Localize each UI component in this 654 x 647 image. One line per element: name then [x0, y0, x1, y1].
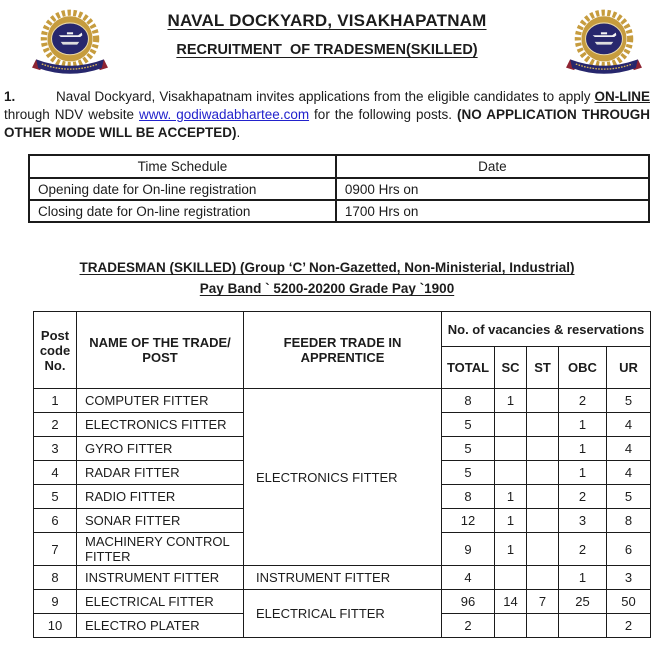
post-code: 5: [34, 485, 77, 509]
total-header: TOTAL: [442, 347, 495, 389]
vacancy-st: [527, 614, 559, 638]
post-code: 7: [34, 533, 77, 566]
trade-name: COMPUTER FITTER: [77, 389, 244, 413]
trade-name: ELECTRICAL FITTER: [77, 590, 244, 614]
vacancy-st: [527, 437, 559, 461]
vacancy-obc: 1: [559, 413, 607, 437]
date-header: Date: [336, 155, 649, 178]
post-code-header: Post code No.: [34, 312, 77, 389]
vacancy-st: 7: [527, 590, 559, 614]
post-code: 10: [34, 614, 77, 638]
vacancy-sc: 14: [495, 590, 527, 614]
vacancy-sc: [495, 461, 527, 485]
vacancy-ur: 4: [607, 437, 651, 461]
vacancy-total: 12: [442, 509, 495, 533]
trade-name: MACHINERY CONTROL FITTER: [77, 533, 244, 566]
vacancy-total: 5: [442, 413, 495, 437]
trade-name: SONAR FITTER: [77, 509, 244, 533]
vacancy-obc: [559, 614, 607, 638]
opening-date-value: 0900 Hrs on: [336, 178, 649, 200]
vacancy-st: [527, 389, 559, 413]
vacancy-total: 96: [442, 590, 495, 614]
vacancy-total: 8: [442, 485, 495, 509]
post-code: 4: [34, 461, 77, 485]
vacancy-total: 2: [442, 614, 495, 638]
feeder-trade-electrical: ELECTRICAL FITTER: [244, 590, 442, 638]
vacancy-obc: 2: [559, 389, 607, 413]
vacancies-group-header: No. of vacancies & reservations: [442, 312, 651, 347]
vacancy-ur: 50: [607, 590, 651, 614]
vacancy-st: [527, 461, 559, 485]
vacancy-sc: [495, 614, 527, 638]
vacancy-obc: 2: [559, 533, 607, 566]
trade-name: RADIO FITTER: [77, 485, 244, 509]
sc-header: SC: [495, 347, 527, 389]
table-header-row: [29, 155, 649, 178]
feeder-trade-header: FEEDER TRADE IN APPRENTICE: [244, 312, 442, 389]
feeder-trade-electronics: ELECTRONICS FITTER: [244, 389, 442, 566]
vacancy-ur: 5: [607, 389, 651, 413]
intro-text-4: .: [236, 124, 241, 140]
vacancy-table: [33, 311, 651, 638]
table-row: [29, 178, 649, 200]
page-subtitle: RECRUITMENT OF TRADESMEN(SKILLED): [176, 42, 478, 58]
vacancy-ur: 5: [607, 485, 651, 509]
vacancy-ur: 4: [607, 413, 651, 437]
trade-name: GYRO FITTER: [77, 437, 244, 461]
page-title: NAVAL DOCKYARD, VISAKHAPATNAM: [167, 11, 487, 30]
time-schedule-table: [28, 154, 650, 223]
paragraph-number: 1.: [4, 89, 16, 104]
vacancy-total: 9: [442, 533, 495, 566]
vacancy-obc: 1: [559, 461, 607, 485]
tradesman-group-line: TRADESMAN (SKILLED) (Group ‘C’ Non-Gazetted, Non-Ministerial, Industrial): [79, 260, 575, 276]
vacancy-ur: 8: [607, 509, 651, 533]
crest-icon: [565, 7, 643, 83]
vacancy-ur: 4: [607, 461, 651, 485]
table-row: [34, 566, 651, 590]
trade-name-header: NAME OF THE TRADE/ POST: [77, 312, 244, 389]
section-heading: [0, 257, 654, 299]
time-schedule-header: Time Schedule: [29, 155, 336, 178]
intro-paragraph: [2, 88, 652, 141]
closing-date-label: Closing date for On-line registration: [29, 200, 336, 222]
vacancy-sc: 1: [495, 533, 527, 566]
vacancy-st: [527, 509, 559, 533]
vacancy-sc: 1: [495, 485, 527, 509]
table-row: [34, 389, 651, 413]
post-code: 3: [34, 437, 77, 461]
vacancy-sc: [495, 413, 527, 437]
pay-band-line: Pay Band ` 5200-20200 Grade Pay `1900: [199, 281, 455, 297]
opening-date-label: Opening date for On-line registration: [29, 178, 336, 200]
trade-name: ELECTRO PLATER: [77, 614, 244, 638]
table-row: [29, 200, 649, 222]
vacancy-ur: 3: [607, 566, 651, 590]
naval-dockyard-crest-right: [565, 7, 643, 83]
table-header-row: [34, 312, 651, 347]
online-emphasis: ON-LINE: [594, 89, 650, 104]
vacancy-st: [527, 413, 559, 437]
ur-header: UR: [607, 347, 651, 389]
intro-text-2: through NDV website: [4, 106, 139, 122]
vacancy-obc: 2: [559, 485, 607, 509]
vacancy-total: 4: [442, 566, 495, 590]
trade-name: RADAR FITTER: [77, 461, 244, 485]
vacancy-ur: 6: [607, 533, 651, 566]
vacancy-st: [527, 566, 559, 590]
st-header: ST: [527, 347, 559, 389]
trade-name: INSTRUMENT FITTER: [77, 566, 244, 590]
no-application-note: (NO APPLICATION THROUGH OTHER MODE WILL BE ACCEPTED): [4, 106, 650, 140]
vacancy-total: 5: [442, 461, 495, 485]
crest-icon: [31, 7, 109, 83]
vacancy-obc: 3: [559, 509, 607, 533]
vacancy-sc: [495, 566, 527, 590]
vacancy-st: [527, 533, 559, 566]
vacancy-ur: 2: [607, 614, 651, 638]
intro-text-3: for the following posts.: [309, 106, 458, 122]
vacancy-obc: 1: [559, 437, 607, 461]
feeder-trade-instrument: INSTRUMENT FITTER: [244, 566, 442, 590]
post-code: 8: [34, 566, 77, 590]
post-code: 6: [34, 509, 77, 533]
post-code: 9: [34, 590, 77, 614]
intro-text-1: Naval Dockyard, Visakhapatnam invites applications from the eligible candidates to apply: [56, 89, 595, 104]
vacancy-total: 5: [442, 437, 495, 461]
vacancy-obc: 1: [559, 566, 607, 590]
vacancy-sc: 1: [495, 509, 527, 533]
obc-header: OBC: [559, 347, 607, 389]
vacancy-obc: 25: [559, 590, 607, 614]
trade-name: ELECTRONICS FITTER: [77, 413, 244, 437]
vacancy-total: 8: [442, 389, 495, 413]
ndv-website-link[interactable]: www. godiwadabhartee.com: [139, 106, 310, 122]
vacancy-st: [527, 485, 559, 509]
table-row: [34, 590, 651, 614]
vacancy-sc: [495, 437, 527, 461]
naval-dockyard-crest-left: [31, 7, 109, 83]
vacancy-sc: 1: [495, 389, 527, 413]
closing-date-value: 1700 Hrs on: [336, 200, 649, 222]
post-code: 2: [34, 413, 77, 437]
post-code: 1: [34, 389, 77, 413]
